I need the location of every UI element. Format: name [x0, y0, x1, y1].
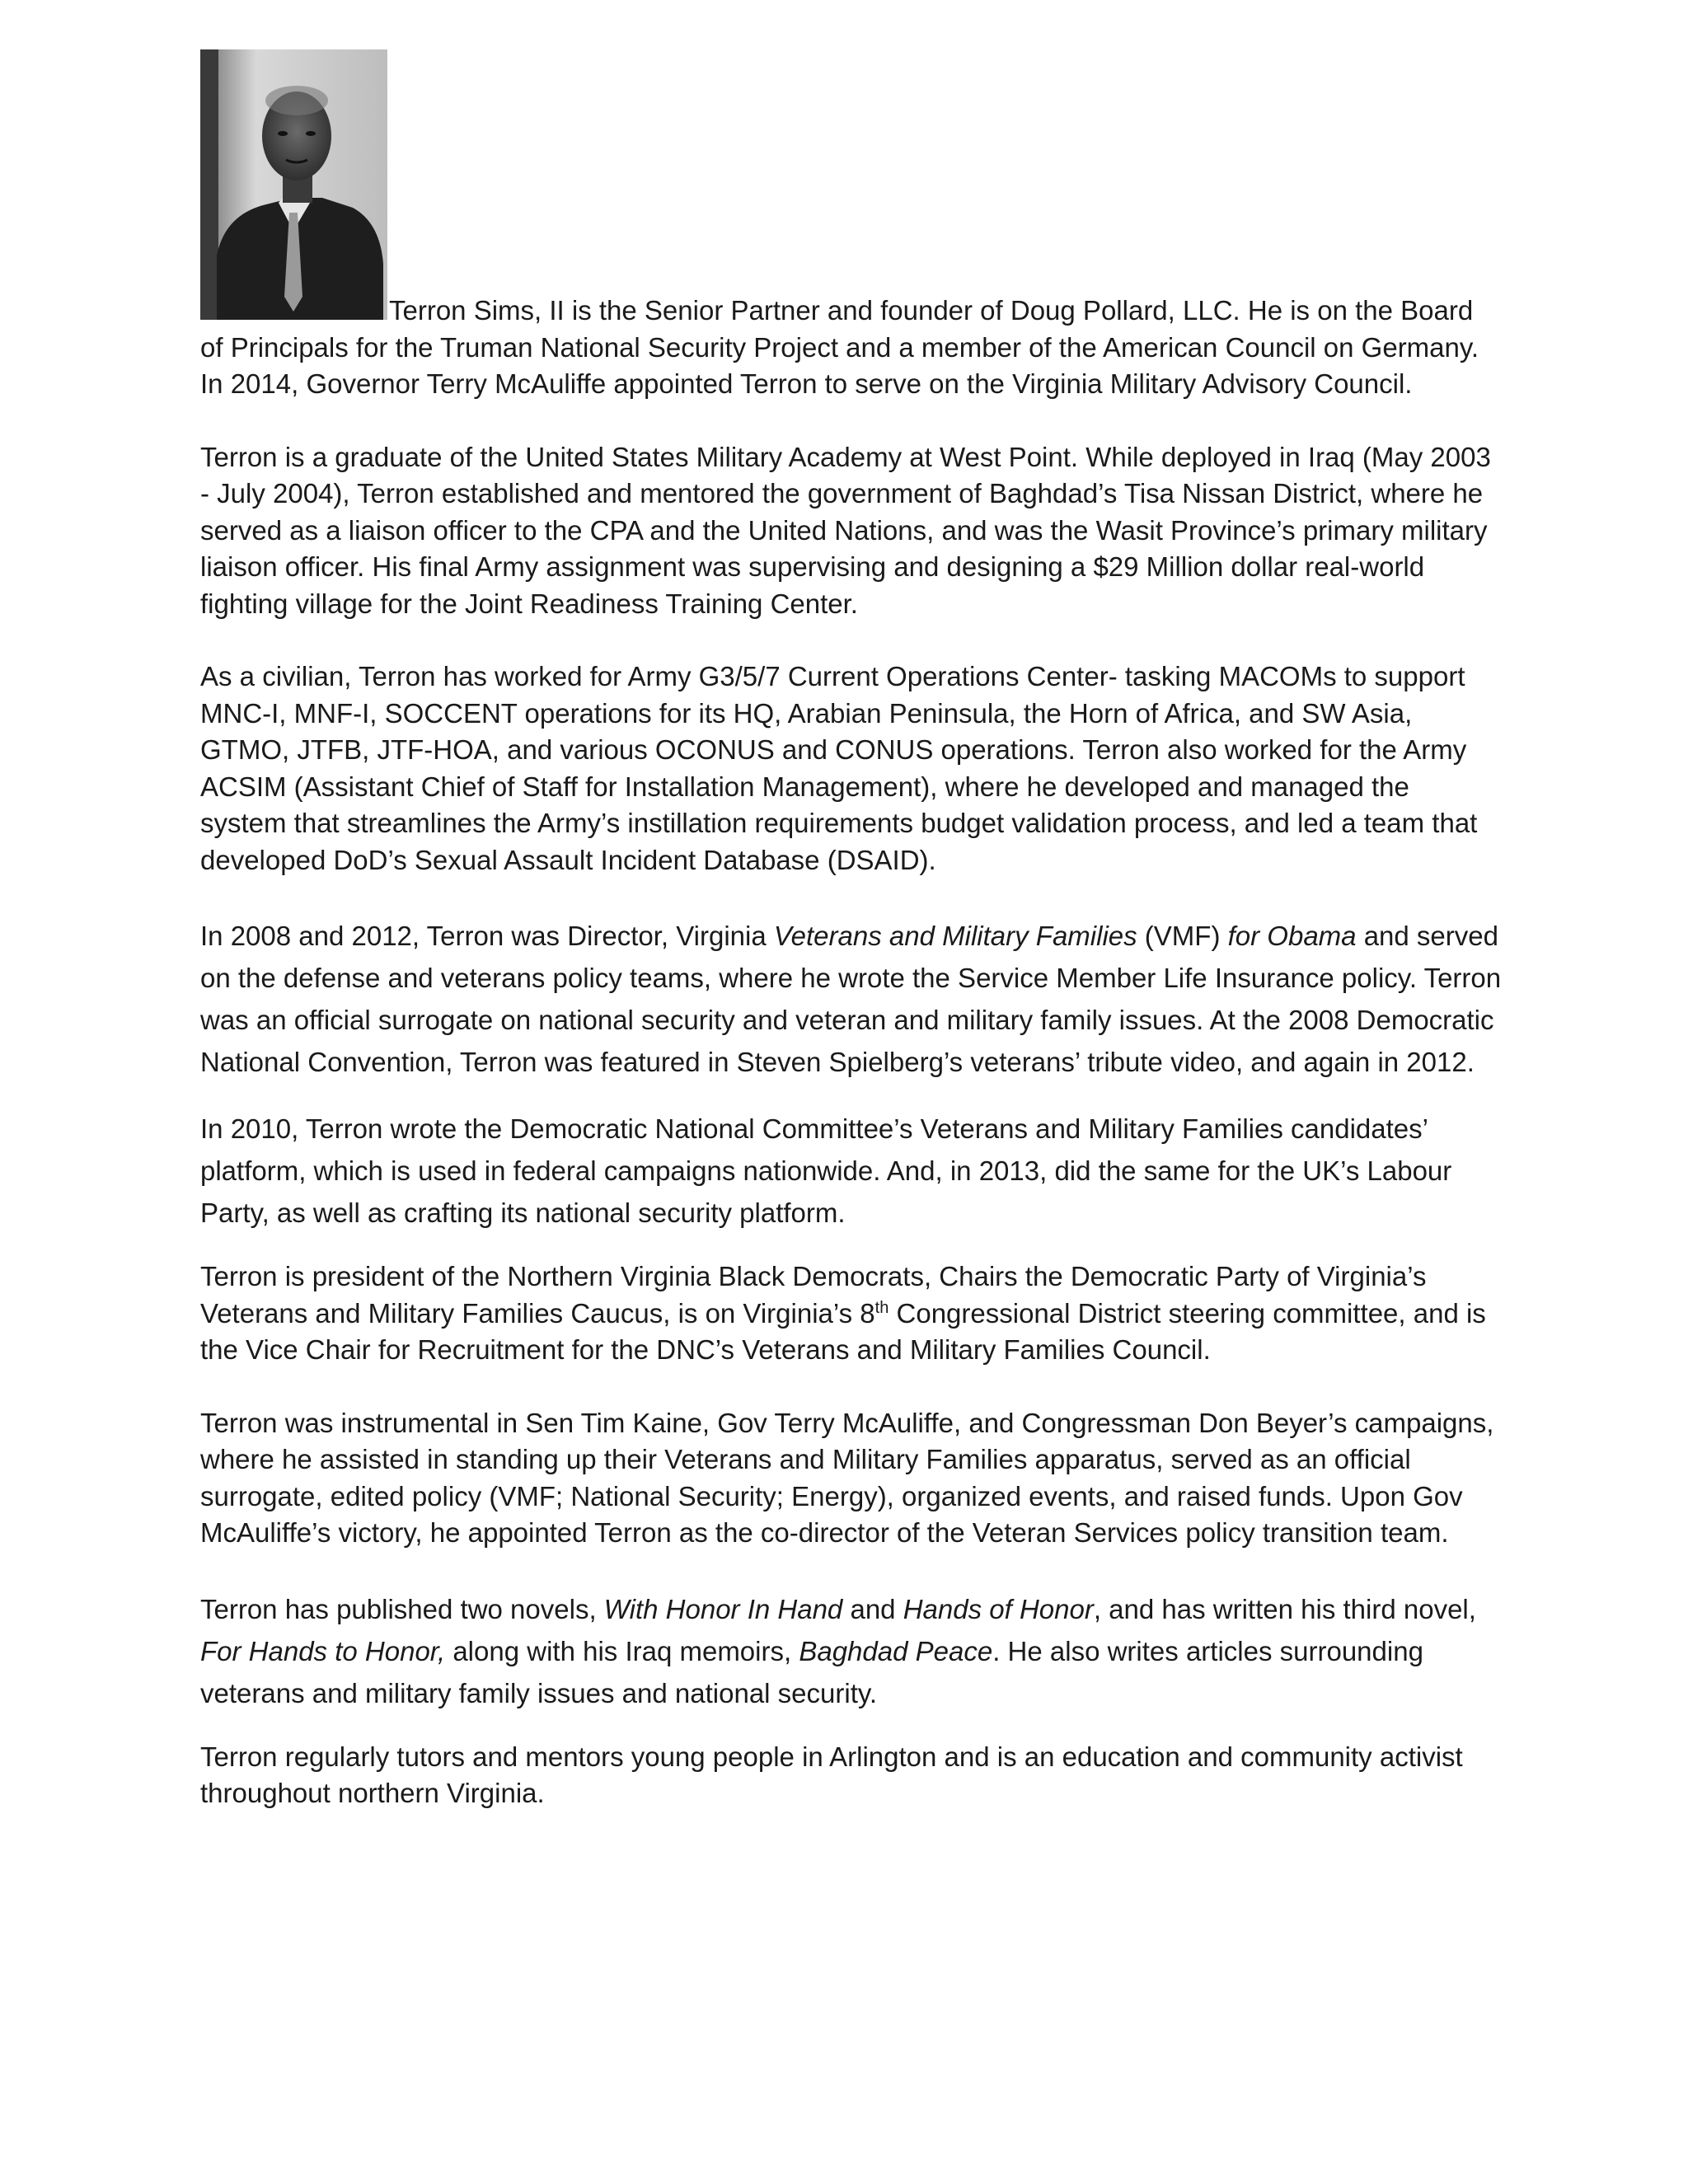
leadership-text-1: Terron is president of the Northern Virginia Black Democrats, Chairs the Democratic Party of Virginia’s Veterans and Military Families Caucus, is on Virginia’s 8 [200, 1261, 1427, 1329]
obama-title: for Obama [1227, 921, 1357, 951]
portrait-photo [200, 49, 387, 320]
pub-text-3: , and has written his third novel, [1093, 1593, 1476, 1624]
education-paragraph: Terron is a graduate of the United States Military Academy at West Point. While deployed in Iraq (May 2003 - July 2004), Terron established and mentored the government of Baghdad’s Tisa Nissan District, where he served as a liaison officer to the CPA and the United Nations, and was the Wasit Province’s primary military liaison officer. His final Army assignment was supervising and designing a $29 Million dollar real-world fighting village for the Joint Readiness Training Center. [200, 441, 1491, 619]
novel-title-3: For Hands to Honor, [200, 1635, 446, 1666]
novel-title-1: With Honor In Hand [603, 1593, 843, 1624]
platform-paragraph: In 2010, Terron wrote the Democratic National Committee’s Veterans and Military Families candidates’ platform, which is used in federal campaigns nationwide. And, in 2013, did the same for the UK’s Labour Party, as well as crafting its national security platform. [200, 1113, 1452, 1228]
campaign-text-1: In 2008 and 2012, Terron was Director, Virginia [200, 921, 774, 951]
campaign-paragraph [200, 915, 1503, 1083]
intro-text: Terron Sims, II is the Senior Partner and founder of Doug Pollard, LLC. He is on the Board of Principals for the Truman National Security Project and a member of the American Council on Germany. In 2014, Governor Terry McAuliffe appointed Terron to serve on the Virginia Military Advisory Council. [200, 295, 1479, 399]
community-paragraph: Terron regularly tutors and mentors young people in Arlington and is an education and community activist throughout northern Virginia. [200, 1741, 1463, 1808]
vmf-title: Veterans and Military Families [773, 921, 1137, 951]
pub-text-1: Terron has published two novels, [200, 1593, 604, 1624]
civilian-career-paragraph: As a civilian, Terron has worked for Army G3/5/7 Current Operations Center- tasking MACOMs to support MNC-I, MNF-I, SOCCENT operations for its HQ, Arabian Peninsula, the Horn of Africa, and SW Asia, GTMO, JTFB, JTF-HOA, and various OCONUS and CONUS operations. Terron also worked for the Army ACSIM (Assistant Chief of Staff for Installation Management), where he developed and managed the system that streamlines the Army’s instillation requirements budget validation process, and led a team that developed DoD’s Sexual Assault Incident Database (DSAID). [200, 661, 1478, 875]
pub-text-4: along with his Iraq memoirs, [445, 1635, 799, 1666]
novel-title-2: Hands of Honor [903, 1593, 1094, 1624]
campaigns-paragraph: Terron was instrumental in Sen Tim Kaine, Gov Terry McAuliffe, and Congressman Don Beyer’s campaigns, where he assisted in standing up their Veterans and Military Families apparatus, served as an official surrogate, edited policy (VMF; National Security; Energy), organized events, and raised funds. Upon Gov McAuliffe’s victory, he appointed Terron as the co-director of the Veteran Services policy transition team. [200, 1407, 1494, 1548]
ordinal-suffix: th [874, 1298, 889, 1317]
campaign-text-3: and served on the defense and veterans policy teams, where he wrote the Service Member Life Insurance policy. Terron was an official surrogate on national security and veteran and military family issues. At the 2008 Democratic National Convention, Terron was featured in Steven Spielberg’s veterans’ tribute video, and again in 2012. [200, 921, 1502, 1077]
memoir-title: Baghdad Peace [799, 1635, 993, 1666]
pub-text-5: . He also writes articles surrounding veterans and military family issues and national security. [200, 1635, 1423, 1708]
publications-paragraph [200, 1588, 1503, 1714]
bio-page [200, 49, 1503, 1849]
campaign-text-2: (VMF) [1137, 921, 1228, 951]
pub-text-2: and [842, 1593, 903, 1624]
leadership-paragraph [200, 1258, 1503, 1369]
leadership-text-2: Congressional District steering committee, and is the Vice Chair for Recruitment for the DNC’s Veterans and Military Families Council. [200, 1297, 1486, 1365]
intro-paragraph [200, 49, 1503, 403]
